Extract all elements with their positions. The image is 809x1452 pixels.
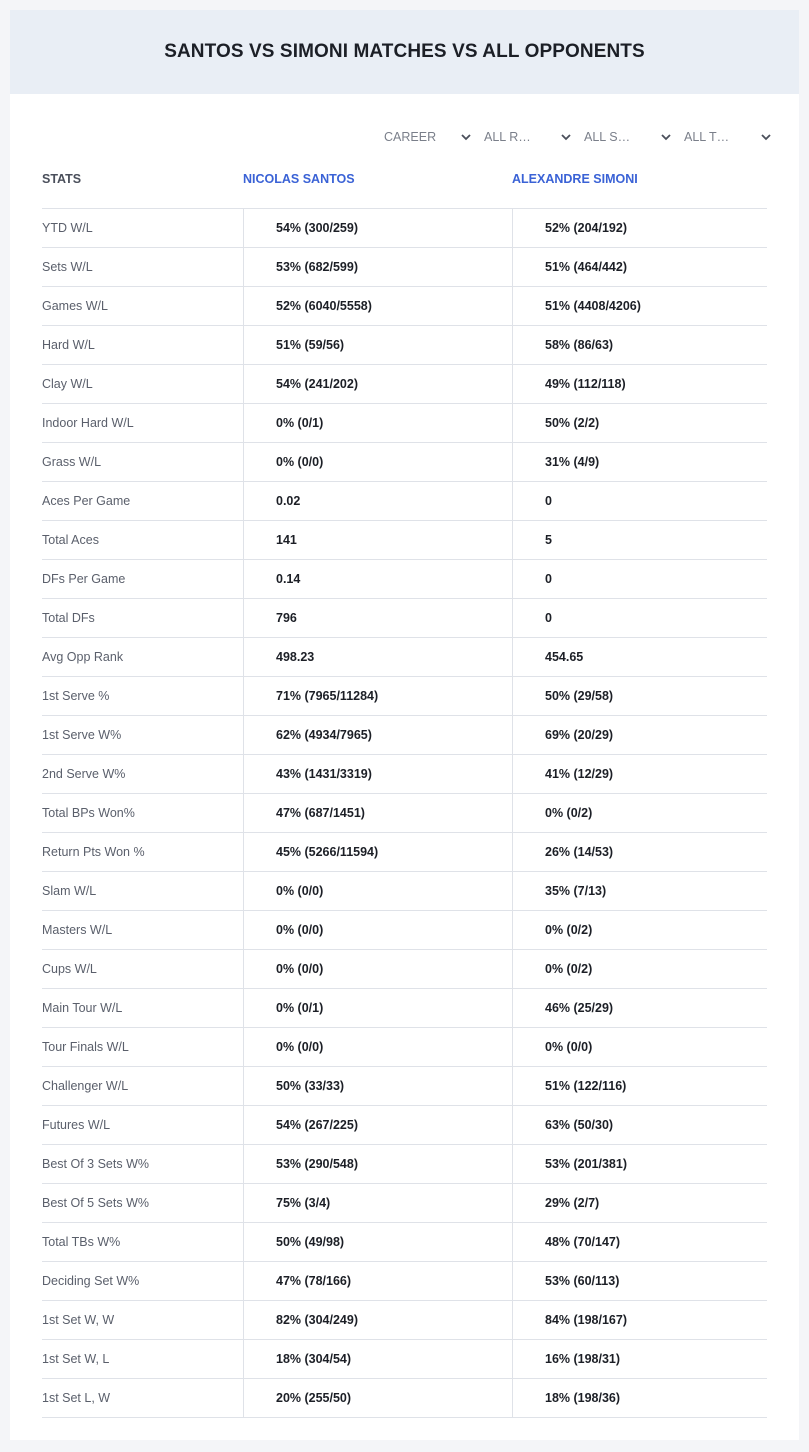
player1-value: 20% (255/50)	[243, 1379, 512, 1417]
player1-value: 75% (3/4)	[243, 1184, 512, 1222]
stat-label: Avg Opp Rank	[42, 650, 124, 664]
stat-label: 1st Serve %	[42, 689, 110, 703]
table-row	[42, 248, 767, 287]
chevron-down-icon	[460, 131, 472, 143]
table-row	[42, 521, 767, 560]
player2-value: 69% (20/29)	[512, 716, 767, 754]
table-row	[42, 1106, 767, 1145]
table-row	[42, 911, 767, 950]
table-row	[42, 404, 767, 443]
stat-label: Return Pts Won %	[42, 845, 145, 859]
player2-value: 0	[512, 482, 767, 520]
table-row	[42, 1067, 767, 1106]
stat-label: Total TBs W%	[42, 1235, 121, 1249]
stat-label: 1st Set W, W	[42, 1313, 115, 1327]
stat-label: Deciding Set W%	[42, 1274, 140, 1288]
filter-label: ALL R…	[484, 130, 531, 144]
table-row	[42, 1145, 767, 1184]
chevron-down-icon	[560, 131, 572, 143]
player1-value: 45% (5266/11594)	[243, 833, 512, 871]
player2-value: 0% (0/2)	[512, 911, 767, 949]
table-row	[42, 482, 767, 521]
player2-value: 58% (86/63)	[512, 326, 767, 364]
player2-value: 5	[512, 521, 767, 559]
table-row	[42, 560, 767, 599]
stat-label: Cups W/L	[42, 962, 97, 976]
table-row	[42, 1028, 767, 1067]
player1-value: 71% (7965/11284)	[243, 677, 512, 715]
player2-value: 41% (12/29)	[512, 755, 767, 793]
player2-value: 0	[512, 560, 767, 598]
stat-label: DFs Per Game	[42, 572, 126, 586]
stat-label: Hard W/L	[42, 338, 95, 352]
player2-value: 0% (0/2)	[512, 950, 767, 988]
player2-value: 16% (198/31)	[512, 1340, 767, 1378]
filter-label: ALL S…	[584, 130, 631, 144]
player1-value: 796	[243, 599, 512, 637]
stat-label: Best Of 3 Sets W%	[42, 1157, 149, 1171]
player2-value: 51% (4408/4206)	[512, 287, 767, 325]
stat-label: 2nd Serve W%	[42, 767, 126, 781]
stat-label: Aces Per Game	[42, 494, 131, 508]
player1-value: 54% (241/202)	[243, 365, 512, 403]
player1-value: 62% (4934/7965)	[243, 716, 512, 754]
player1-value: 82% (304/249)	[243, 1301, 512, 1339]
stats-card	[10, 10, 799, 1440]
stat-label: Games W/L	[42, 299, 108, 313]
player2-value: 46% (25/29)	[512, 989, 767, 1027]
table-header	[42, 170, 767, 208]
player1-value: 54% (300/259)	[243, 209, 512, 247]
player2-value: 53% (60/113)	[512, 1262, 767, 1300]
table-row	[42, 1379, 767, 1418]
filter-career-select[interactable]	[382, 126, 482, 148]
player1-value: 0% (0/0)	[243, 1028, 512, 1066]
stat-label: Total DFs	[42, 611, 95, 625]
table-row	[42, 1223, 767, 1262]
player1-value: 53% (290/548)	[243, 1145, 512, 1183]
player2-value: 18% (198/36)	[512, 1379, 767, 1417]
player1-value: 141	[243, 521, 512, 559]
table-row	[42, 872, 767, 911]
stat-label: 1st Serve W%	[42, 728, 122, 742]
stat-label: Total Aces	[42, 533, 99, 547]
chevron-down-icon	[660, 131, 672, 143]
table-row	[42, 1301, 767, 1340]
player1-value: 54% (267/225)	[243, 1106, 512, 1144]
player1-value: 0.14	[243, 560, 512, 598]
player1-value: 498.23	[243, 638, 512, 676]
player1-value: 47% (78/166)	[243, 1262, 512, 1300]
player1-value: 50% (49/98)	[243, 1223, 512, 1261]
player2-value: 50% (29/58)	[512, 677, 767, 715]
table-row	[42, 209, 767, 248]
table-row	[42, 1184, 767, 1223]
table-row	[42, 950, 767, 989]
player2-value: 52% (204/192)	[512, 209, 767, 247]
player2-value: 63% (50/30)	[512, 1106, 767, 1144]
filter-tournaments-select[interactable]	[682, 126, 782, 148]
player2-link[interactable]: ALEXANDRE SIMONI	[512, 172, 638, 186]
stat-label: Futures W/L	[42, 1118, 111, 1132]
stat-label: Best Of 5 Sets W%	[42, 1196, 149, 1210]
table-row	[42, 287, 767, 326]
filter-rounds-select[interactable]	[482, 126, 582, 148]
table-row	[42, 716, 767, 755]
table-row	[42, 794, 767, 833]
player1-value: 0% (0/1)	[243, 989, 512, 1027]
table-row	[42, 833, 767, 872]
player2-value: 29% (2/7)	[512, 1184, 767, 1222]
table-row	[42, 638, 767, 677]
filter-bar	[382, 126, 782, 148]
player1-value: 0% (0/0)	[243, 443, 512, 481]
stat-label: Indoor Hard W/L	[42, 416, 134, 430]
player2-value: 53% (201/381)	[512, 1145, 767, 1183]
filter-surfaces-select[interactable]	[582, 126, 682, 148]
filter-label: ALL T…	[684, 130, 730, 144]
table-row	[42, 1340, 767, 1379]
player2-value: 31% (4/9)	[512, 443, 767, 481]
column-header-stats: STATS	[42, 172, 82, 186]
stats-table	[42, 208, 767, 1418]
stat-label: Main Tour W/L	[42, 1001, 123, 1015]
stat-label: Total BPs Won%	[42, 806, 135, 820]
player1-value: 0% (0/0)	[243, 950, 512, 988]
player1-value: 53% (682/599)	[243, 248, 512, 286]
player2-value: 84% (198/167)	[512, 1301, 767, 1339]
stat-label: Masters W/L	[42, 923, 113, 937]
player1-value: 0% (0/0)	[243, 872, 512, 910]
table-row	[42, 443, 767, 482]
player1-value: 0.02	[243, 482, 512, 520]
table-row	[42, 677, 767, 716]
player1-value: 52% (6040/5558)	[243, 287, 512, 325]
stat-label: Sets W/L	[42, 260, 93, 274]
table-row	[42, 1262, 767, 1301]
player2-value: 26% (14/53)	[512, 833, 767, 871]
player2-value: 51% (464/442)	[512, 248, 767, 286]
player1-value: 0% (0/1)	[243, 404, 512, 442]
player1-value: 50% (33/33)	[243, 1067, 512, 1105]
stat-label: Tour Finals W/L	[42, 1040, 129, 1054]
player2-value: 0	[512, 599, 767, 637]
table-row	[42, 599, 767, 638]
filter-label: CAREER	[384, 130, 437, 144]
player2-value: 49% (112/118)	[512, 365, 767, 403]
table-row	[42, 989, 767, 1028]
player1-link[interactable]: NICOLAS SANTOS	[243, 172, 355, 186]
player1-value: 0% (0/0)	[243, 911, 512, 949]
player2-value: 0% (0/2)	[512, 794, 767, 832]
page-title: SANTOS VS SIMONI MATCHES VS ALL OPPONENTS	[164, 41, 645, 62]
stat-label: Challenger W/L	[42, 1079, 129, 1093]
player1-value: 51% (59/56)	[243, 326, 512, 364]
table-row	[42, 755, 767, 794]
stat-label: 1st Set L, W	[42, 1391, 111, 1405]
stat-label: Clay W/L	[42, 377, 93, 391]
table-row	[42, 365, 767, 404]
stat-label: 1st Set W, L	[42, 1352, 110, 1366]
stat-label: Grass W/L	[42, 455, 102, 469]
player1-value: 47% (687/1451)	[243, 794, 512, 832]
player2-value: 48% (70/147)	[512, 1223, 767, 1261]
card-header	[10, 10, 799, 94]
player2-value: 454.65	[512, 638, 767, 676]
stat-label: YTD W/L	[42, 221, 93, 235]
player2-value: 51% (122/116)	[512, 1067, 767, 1105]
player2-value: 35% (7/13)	[512, 872, 767, 910]
player2-value: 50% (2/2)	[512, 404, 767, 442]
chevron-down-icon	[760, 131, 772, 143]
player2-value: 0% (0/0)	[512, 1028, 767, 1066]
player1-value: 43% (1431/3319)	[243, 755, 512, 793]
stat-label: Slam W/L	[42, 884, 97, 898]
table-row	[42, 326, 767, 365]
player1-value: 18% (304/54)	[243, 1340, 512, 1378]
